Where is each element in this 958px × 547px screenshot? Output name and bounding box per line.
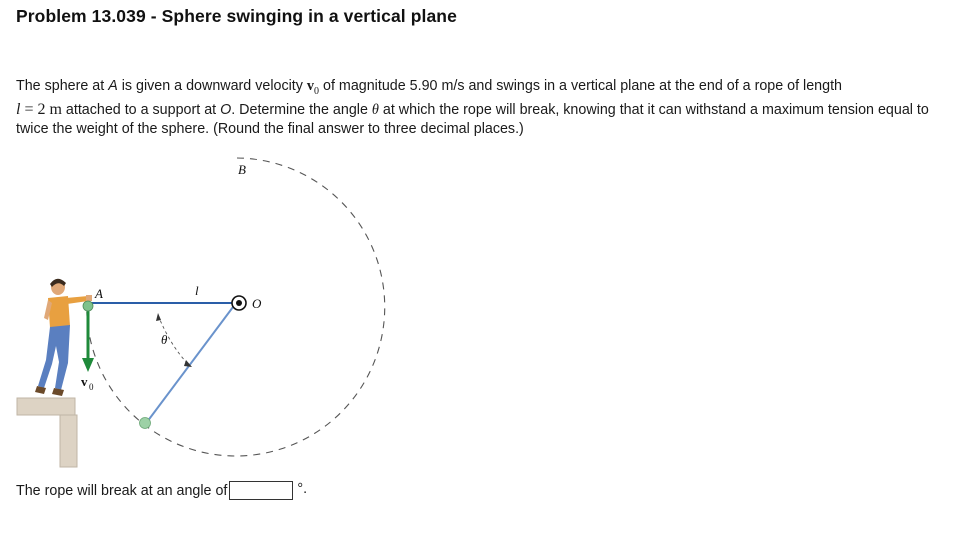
angle-answer-input[interactable]: [229, 481, 293, 500]
label-l: l: [195, 283, 199, 298]
statement-text: at which the rope will break, knowing that it can withstand a maximum tension equal to twice the weight of the sphere. (Round the final answer to three decimal places.): [16, 102, 929, 137]
velocity-subscript: 0: [314, 85, 320, 97]
problem-statement: [16, 77, 946, 138]
point-a-symbol: A: [108, 78, 118, 94]
length-value: = 2 m: [20, 101, 62, 119]
label-a: A: [95, 286, 103, 301]
statement-text: The sphere at: [16, 78, 109, 94]
sphere-at-break: [140, 418, 151, 429]
length-symbol: l: [16, 101, 21, 119]
answer-prompt: The rope will break at an angle of: [16, 482, 228, 499]
pendulum-diagram: [10, 150, 410, 470]
label-theta: θ: [161, 332, 168, 347]
statement-text: is given a downward velocity: [117, 78, 307, 94]
pendulum-figure: [10, 150, 410, 470]
label-b: B: [238, 162, 246, 177]
statement-text: attached to a support at: [61, 102, 221, 119]
theta-symbol: θ: [371, 102, 379, 119]
label-v0: v: [81, 374, 88, 389]
point-o-symbol: O: [220, 102, 232, 119]
label-v0-subscript: 0: [89, 382, 94, 392]
velocity-symbol: v: [306, 78, 315, 94]
ledge-top: [17, 398, 75, 415]
answer-unit: °.: [297, 480, 308, 497]
ledge-wall: [60, 415, 77, 467]
velocity-arrowhead: [82, 358, 94, 372]
problem-title: Problem 13.039 - Sphere swinging in a vertical plane: [16, 6, 457, 26]
label-o: O: [252, 296, 262, 311]
sphere-at-a: [83, 301, 93, 311]
statement-text: of magnitude 5.90 m/s and swings in a vertical plane at the end of a rope of length: [319, 78, 843, 94]
answer-row: [16, 481, 307, 500]
statement-text: . Determine the angle: [231, 102, 372, 119]
